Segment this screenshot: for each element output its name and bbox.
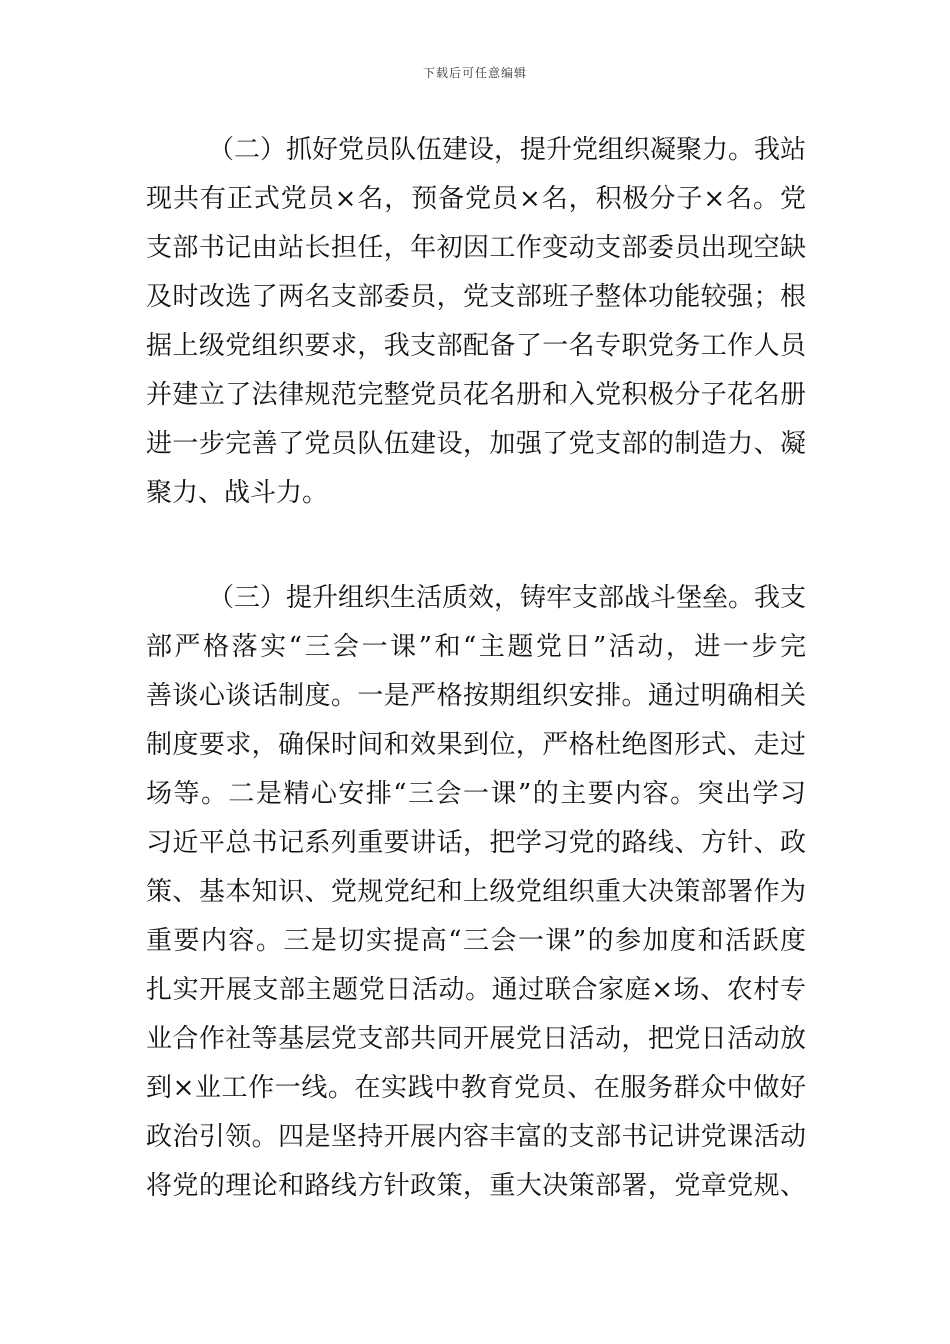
- paragraph-2-line: 场等。二是精心安排“三会一课”的主要内容。突出学习: [146, 779, 806, 809]
- page-header: 下载后可任意编辑: [422, 66, 527, 80]
- paragraph-2-line: （三）提升组织生活质效，铸牢支部战斗堡垒。我支: [208, 583, 806, 613]
- paragraph-2-line: 到×业工作一线。在实践中教育党员、在服务群众中做好: [146, 1073, 806, 1103]
- paragraph-2-line: 策、基本知识、党规党纪和上级党组织重大决策部署作为: [146, 877, 806, 907]
- paragraph-2-line: 业合作社等基层党支部共同开展党日活动，把党日活动放: [146, 1024, 806, 1054]
- paragraph-1-line: （二）抓好党员队伍建设，提升党组织凝聚力。我站: [208, 135, 806, 165]
- paragraph-2-line: 制度要求，确保时间和效果到位，严格杜绝图形式、走过: [146, 730, 806, 760]
- paragraph-2-line: 政治引领。四是坚持开展内容丰富的支部书记讲党课活动: [146, 1122, 806, 1152]
- paragraph-1-line: 及时改选了两名支部委员，党支部班子整体功能较强；根: [146, 282, 806, 312]
- paragraph-2-line: 扎实开展支部主题党日活动。通过联合家庭×场、农村专: [146, 975, 806, 1005]
- paragraph-1-line: 据上级党组织要求，我支部配备了一名专职党务工作人员: [146, 331, 806, 361]
- paragraph-1-line: 聚力、战斗力。: [146, 478, 329, 508]
- paragraph-2-line: 将党的理论和路线方针政策，重大决策部署，党章党规、: [146, 1171, 806, 1201]
- paragraph-1-line: 进一步完善了党员队伍建设，加强了党支部的制造力、凝: [146, 429, 806, 459]
- paragraph-2-line: 重要内容。三是切实提高“三会一课”的参加度和活跃度: [146, 926, 806, 956]
- paragraph-1-line: 现共有正式党员×名，预备党员×名，积极分子×名。党: [146, 184, 806, 214]
- paragraph-2-line: 善谈心谈话制度。一是严格按期组织安排。通过明确相关: [146, 681, 806, 711]
- paragraph-1-line: 支部书记由站长担任，年初因工作变动支部委员出现空缺: [146, 233, 806, 263]
- paragraph-2-line: 习近平总书记系列重要讲话，把学习党的路线、方针、政: [146, 828, 806, 858]
- paragraph-1-line: 并建立了法律规范完整党员花名册和入党积极分子花名册: [146, 380, 806, 410]
- paragraph-2-line: 部严格落实“三会一课”和“主题党日”活动，进一步完: [146, 632, 806, 662]
